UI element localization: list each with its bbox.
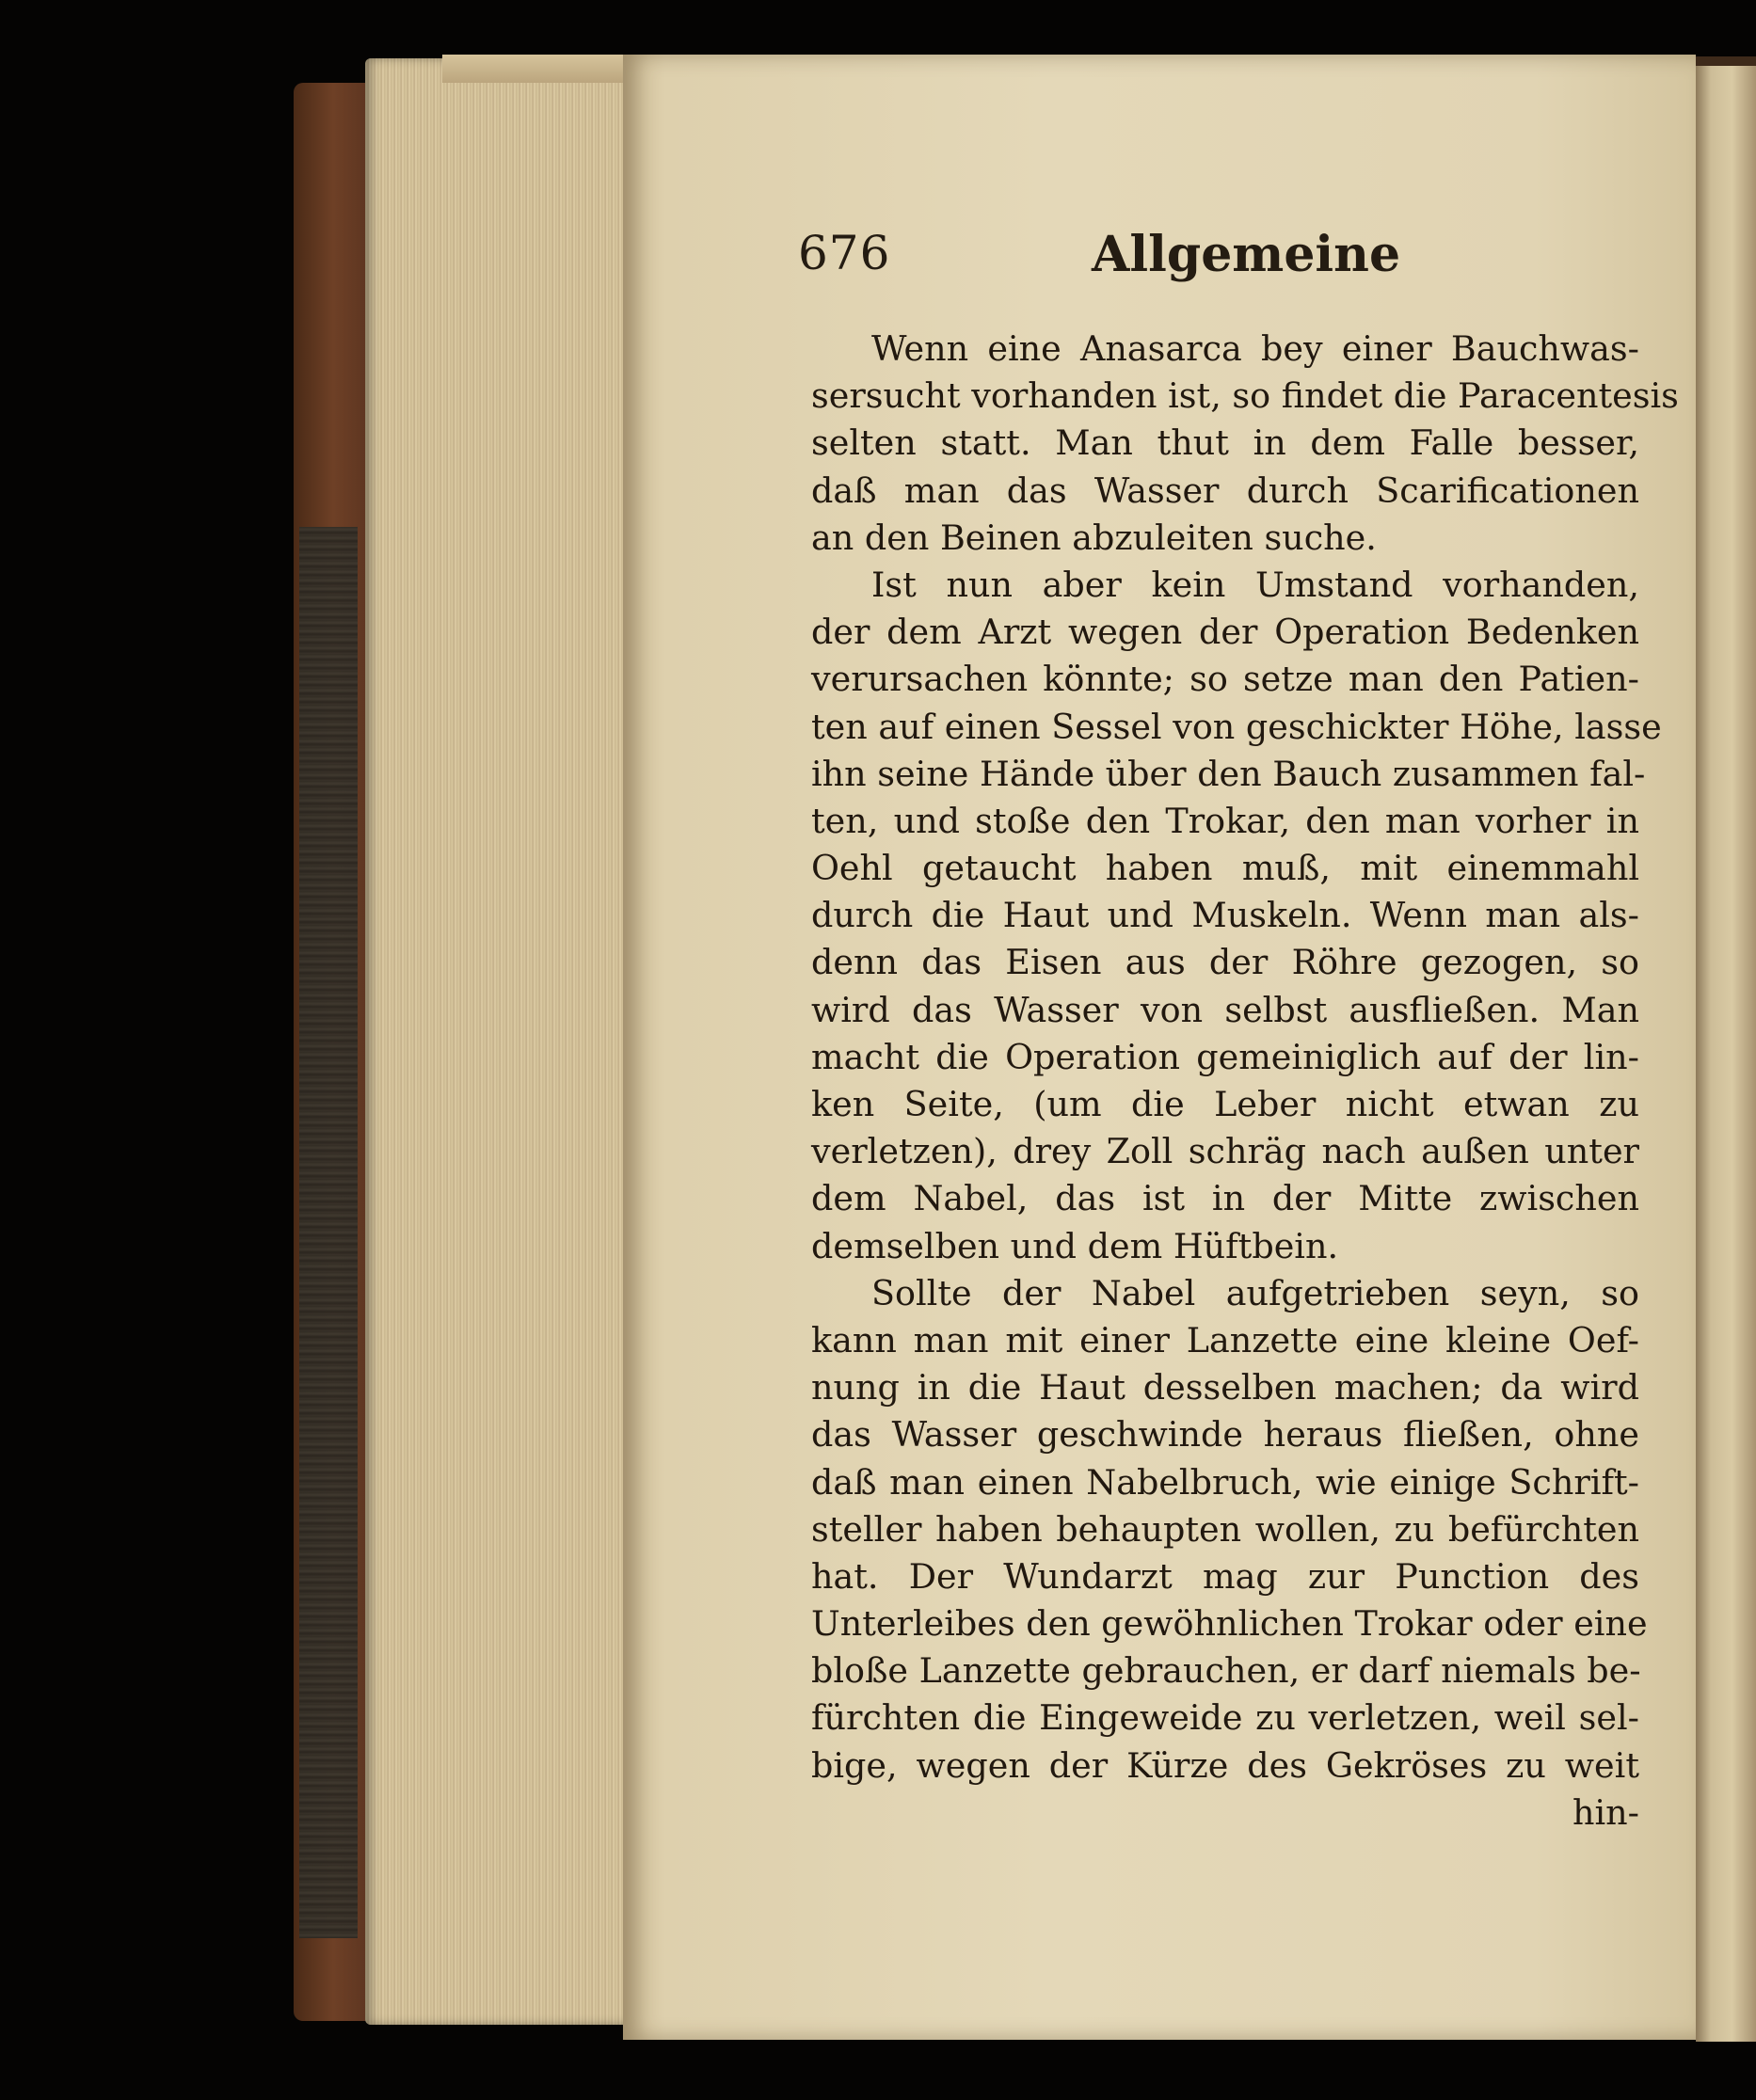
text-line: hat. Der Wundarzt mag zur Punction des (811, 1555, 1639, 1597)
text-line: daß man das Wasser durch Scarificationen (811, 469, 1639, 511)
text-line: verletzen), drey Zoll schräg nach außen unter (811, 1131, 1639, 1172)
text-line: selten statt. Man thut in dem Falle besser, (811, 422, 1639, 464)
text-line: daß man einen Nabelbruch, wie einige Schrift- (811, 1461, 1639, 1503)
text-line: ken Seite, (um die Leber nicht etwan zu (811, 1084, 1639, 1124)
page-header (798, 226, 1401, 301)
text-line: das Wasser geschwinde heraus fließen, ohne (811, 1414, 1639, 1456)
text-line: macht die Operation gemeiniglich auf der lin- (811, 1036, 1639, 1077)
text-line: denn das Eisen aus der Röhre gezogen, so (811, 942, 1639, 983)
text-line: dem Nabel, das ist in der Mitte zwischen (811, 1178, 1639, 1219)
text-line: an den Beinen abzuleiten suche. (811, 517, 1377, 558)
body-text (811, 326, 1679, 1837)
page-stack (365, 58, 631, 2025)
catchword: hin- (1572, 1791, 1639, 1833)
facing-page-edge (1696, 66, 1756, 2042)
text-line: fürchten die Eingeweide zu verletzen, weil sel- (811, 1697, 1639, 1739)
text-line: ihn seine Hände über den Bauch zusammen fal- (811, 753, 1646, 794)
text-line: verursachen könnte; so setze man den Patien- (811, 659, 1639, 700)
text-line: Unterleibes den gewöhnlichen Trokar oder eine (811, 1603, 1648, 1645)
text-line: sersucht vorhanden ist, so findet die Paracentesis (811, 375, 1679, 417)
page-stack-top (442, 55, 631, 83)
text-line: Wenn eine Anasarca bey einer Bauchwas- (871, 328, 1639, 369)
text-line: ten auf einen Sessel von geschickter Höhe, lasse (811, 706, 1662, 747)
running-head: Allgemeine (1092, 226, 1401, 283)
text-line: ten, und stoße den Trokar, den man vorher in (811, 800, 1639, 841)
text-line: wird das Wasser von selbst ausfließen. Man (811, 989, 1639, 1030)
text-line: kann man mit einer Lanzette eine kleine Oef- (811, 1319, 1639, 1360)
text-line: bige, wegen der Kürze des Gekröses zu weit (811, 1744, 1639, 1786)
cover-marbling (299, 527, 358, 1938)
text-line: steller haben behaupten wollen, zu befürchten (811, 1508, 1639, 1550)
text-line: der dem Arzt wegen der Operation Bedenken (811, 612, 1639, 653)
text-line: Ist nun aber kein Umstand vorhanden, (871, 564, 1639, 605)
text-line: Oehl getaucht haben muß, mit einemmahl (811, 848, 1639, 889)
text-line: durch die Haut und Muskeln. Wenn man als- (811, 895, 1639, 936)
text-line: bloße Lanzette gebrauchen, er darf niemals be- (811, 1650, 1641, 1692)
text-line: demselben und dem Hüftbein. (811, 1225, 1339, 1266)
page-number: 676 (798, 226, 891, 280)
text-line: Sollte der Nabel aufgetrieben seyn, so (871, 1272, 1639, 1313)
text-line: nung in die Haut desselben machen; da wird (811, 1367, 1639, 1408)
